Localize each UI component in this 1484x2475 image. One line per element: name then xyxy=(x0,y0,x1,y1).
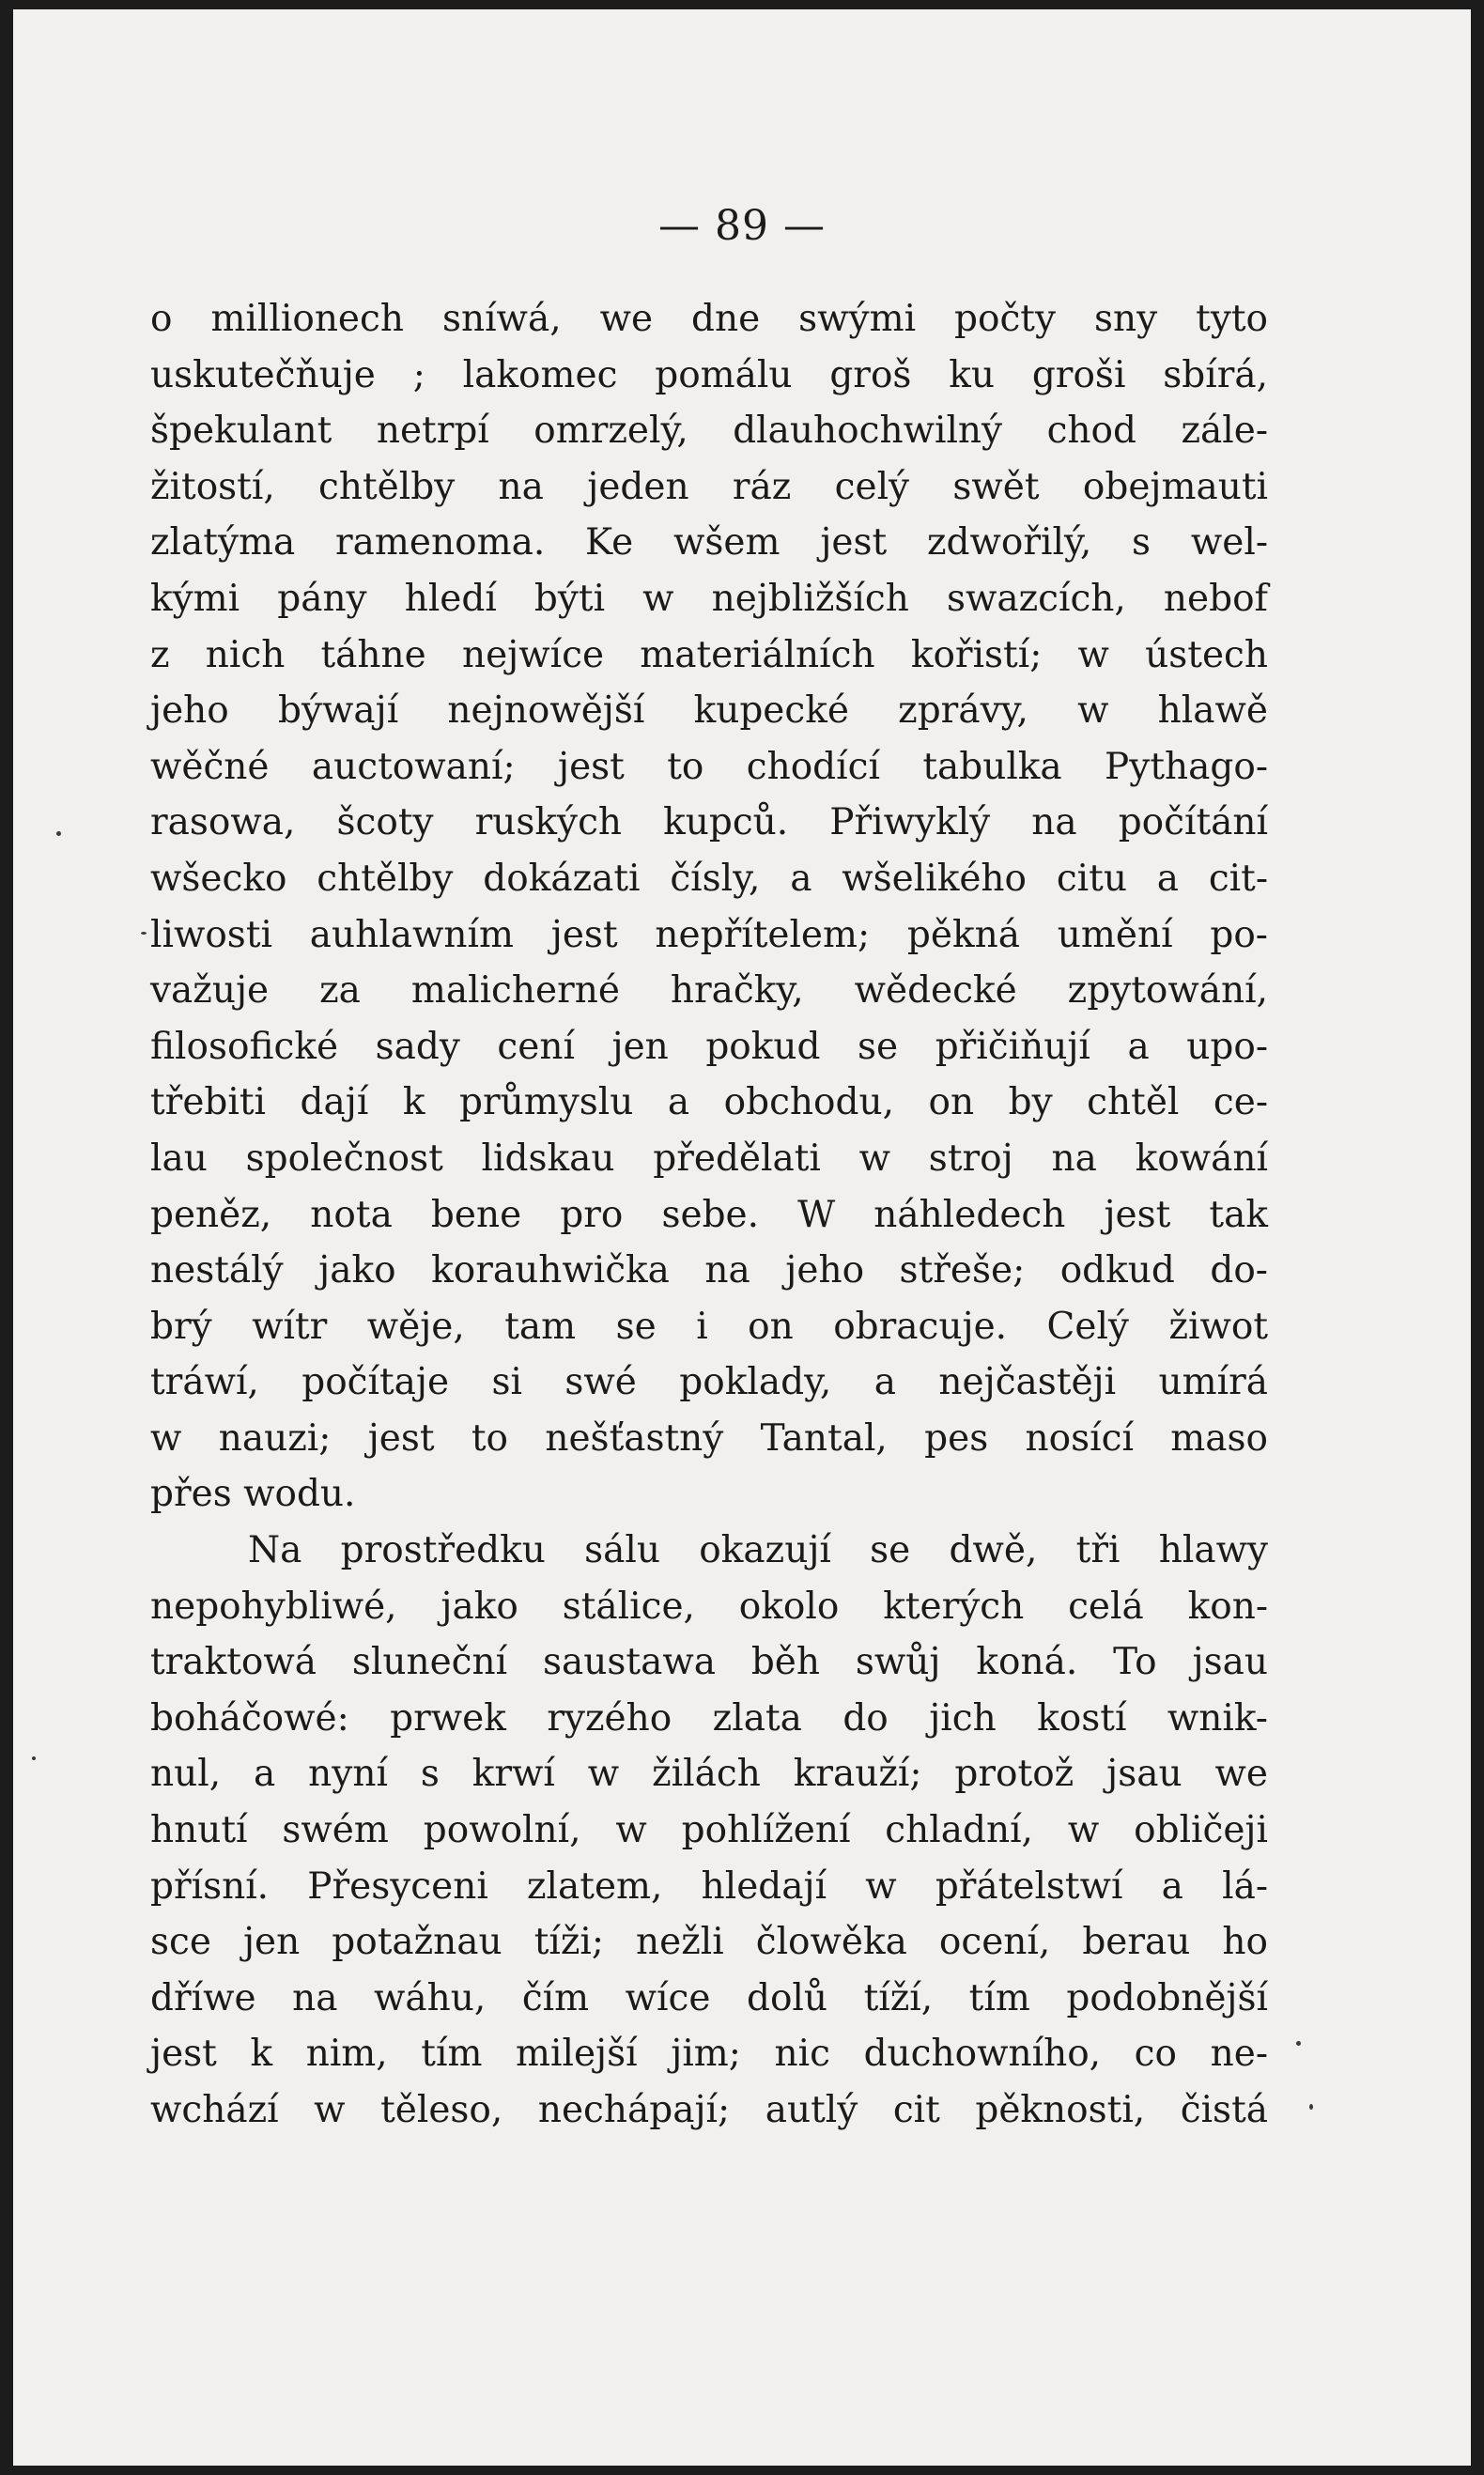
text-line: uskutečňuje ; lakomec pomálu groš ku groši sbírá, xyxy=(150,353,1268,396)
text-line: jest k nim, tím milejší jim; nic duchowního, co ne- xyxy=(150,2033,1268,2076)
text-line: wšecko chtělby dokázati čísly, a wšelikého citu a cit- xyxy=(150,857,1268,900)
text-line: třebiti dají k průmyslu a obchodu, on by chtěl ce- xyxy=(150,1081,1268,1124)
text-line: filosofické sady cení jen pokud se přičiňují a upo- xyxy=(150,1025,1268,1068)
text-line: tráwí, počítaje si swé poklady, a nejčastěji umírá xyxy=(150,1361,1268,1404)
dust-speck xyxy=(1309,2104,1313,2110)
text-line: jeho býwají nejnowější kupecké zprávy, w hlawě xyxy=(150,689,1268,733)
text-line: žitostí, chtělby na jeden ráz celý swět obejmauti xyxy=(150,465,1268,508)
text-line: nepohybliwé, jako stálice, okolo kterých celá kon- xyxy=(150,1585,1268,1628)
text-line: Na prostředku sálu okazují se dwě, tři hlawy xyxy=(248,1529,1268,1572)
book-page xyxy=(13,9,1471,2466)
text-line: rasowa, šcoty ruských kupců. Přiwyklý na počítání xyxy=(150,801,1268,844)
dust-speck xyxy=(1296,2041,1301,2046)
text-line: liwosti auhlawním jest nepřítelem; pěkná umění po- xyxy=(150,913,1268,956)
text-line: nul, a nyní s krwí w žilách krauží; protož jsau we xyxy=(150,1753,1268,1796)
dust-speck xyxy=(32,1756,36,1760)
text-line: važuje za malicherné hračky, wědecké zpytowání, xyxy=(150,969,1268,1013)
text-line: z nich táhne nejwíce materiálních kořistí; w ústech xyxy=(150,633,1268,676)
text-line: w nauzi; jest to nešťastný Tantal, pes nosící maso xyxy=(150,1416,1268,1460)
text-line: o millionech sníwá, we dne swými počty sny tyto xyxy=(150,298,1268,340)
dust-speck xyxy=(56,831,61,836)
page-number-header: — 89 — xyxy=(658,202,826,250)
text-line: přes wodu. xyxy=(150,1473,356,1516)
text-line: wchází w těleso, nechápají; autlý cit pěknosti, čistá xyxy=(150,2089,1268,2131)
dust-speck xyxy=(141,932,147,935)
text-line: kými pány hledí býti w nejbližších swazcích, nebof xyxy=(150,577,1268,620)
text-line: traktowá sluneční saustawa běh swůj koná. To jsau xyxy=(150,1641,1268,1684)
text-line: špekulant netrpí omrzelý, dlauhochwilný chod zále- xyxy=(150,410,1268,453)
text-line: hnutí swém powolní, w pohlížení chladní, w obličeji xyxy=(150,1809,1268,1852)
text-line: nestálý jako korauhwička na jeho střeše; odkud do- xyxy=(150,1249,1268,1292)
text-line: dříwe na wáhu, čím wíce dolů tíží, tím podobnější xyxy=(150,1976,1268,2019)
text-line: boháčowé: prwek ryzého zlata do jich kostí wnik- xyxy=(150,1696,1268,1740)
text-line: peněz, nota bene pro sebe. W náhledech jest tak xyxy=(150,1193,1268,1236)
text-line: wěčné auctowaní; jest to chodící tabulka Pythago- xyxy=(150,745,1268,788)
text-line: lau společnost lidskau předělati w stroj na kowání xyxy=(150,1137,1268,1180)
text-line: sce jen potažnau tíži; nežli člowěka ocení, berau ho xyxy=(150,1921,1268,1964)
text-line: brý wítr wěje, tam se i on obracuje. Celý žiwot xyxy=(150,1305,1268,1348)
text-line: přísní. Přesyceni zlatem, hledají w přátelstwí a lá- xyxy=(150,1864,1268,1908)
body-text xyxy=(150,291,1268,2139)
text-line: zlatýma ramenoma. Ke wšem jest zdwořilý, s wel- xyxy=(150,521,1268,565)
